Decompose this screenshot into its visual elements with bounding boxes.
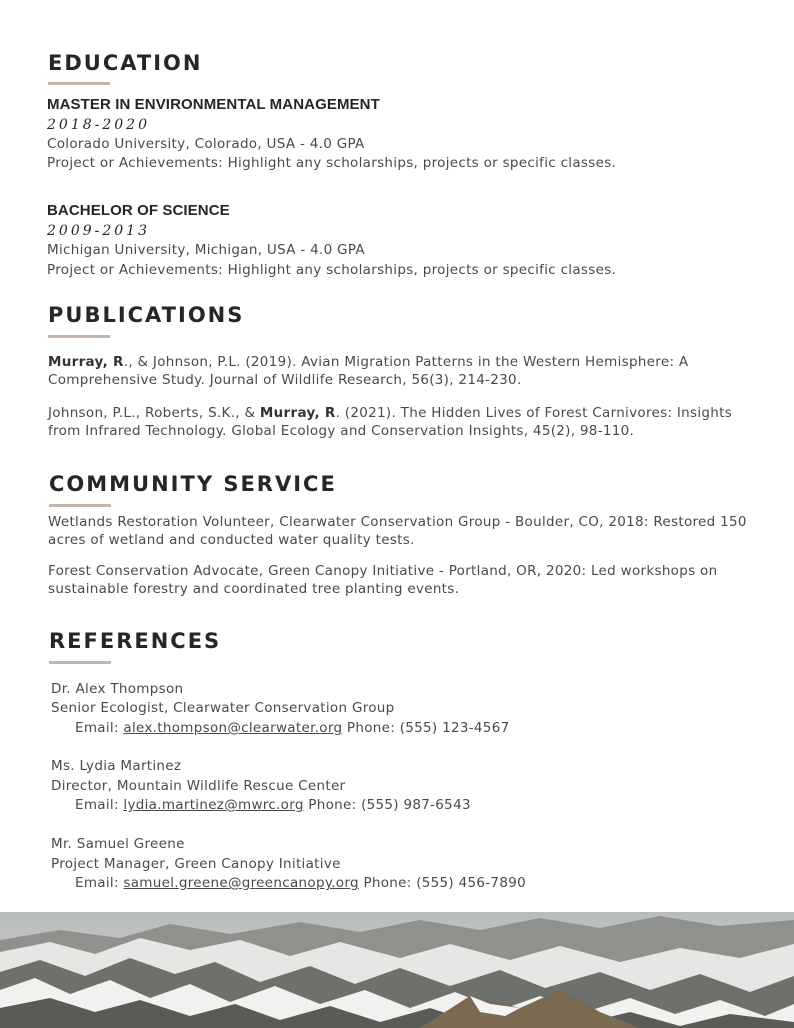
author-name: Murray, R (48, 354, 124, 370)
publications-divider (48, 335, 110, 338)
phone-number: (555) 123-4567 (399, 720, 510, 736)
publications-heading: PUBLICATIONS (48, 303, 245, 327)
reference-role: Project Manager, Green Canopy Initiative (51, 856, 341, 872)
publication-entry: Murray, R., & Johnson, P.L. (2019). Avian Migration Patterns in the Western Hemisphere: A Comprehensive Study. Journal of Wildlife Research, 56(3), 214-230. (48, 354, 689, 388)
reference-name: Ms. Lydia Martinez (51, 758, 182, 774)
degree-years: 2009-2013 (47, 223, 150, 239)
degree-school: Colorado University, Colorado, USA - 4.0 GPA (47, 136, 365, 152)
author-name: Murray, R (259, 405, 336, 421)
references-divider (49, 661, 111, 664)
mountain-photo (0, 912, 794, 1028)
email-link[interactable]: lydia.martinez@mwrc.org (123, 797, 304, 813)
degree-note: Project or Achievements: Highlight any scholarships, projects or specific classes. (47, 155, 617, 171)
degree-school: Michigan University, Michigan, USA - 4.0 GPA (47, 242, 365, 258)
reference-role: Senior Ecologist, Clearwater Conservation Group (51, 700, 395, 716)
publication-entry: Johnson, P.L., Roberts, S.K., & Murray, R. (2021). The Hidden Lives of Forest Carnivores: Insights from Infrared Technology. Global Ecology and Conservation Insights, 45(2), 98-110. (48, 405, 733, 439)
service-entry: Wetlands Restoration Volunteer, Clearwater Conservation Group - Boulder, CO, 2018: Restored 150 acres of wetland and conducted water quality tests. (48, 514, 747, 548)
service-entry: Forest Conservation Advocate, Green Canopy Initiative - Portland, OR, 2020: Led workshops on sustainable forestry and coordinated tree planting events. (48, 563, 718, 597)
degree-years: 2018-2020 (47, 117, 150, 133)
references-heading: REFERENCES (49, 629, 222, 653)
reference-name: Dr. Alex Thompson (51, 681, 184, 697)
mountain-landscape-image (0, 912, 794, 1028)
reference-contact: Email: alex.thompson@clearwater.org Phone: (555) 123-4567 (75, 720, 510, 736)
reference-contact: Email: lydia.martinez@mwrc.org Phone: (555) 987-6543 (75, 797, 471, 813)
education-divider (48, 82, 110, 85)
community-heading: COMMUNITY SERVICE (49, 472, 337, 496)
degree-note: Project or Achievements: Highlight any scholarships, projects or specific classes. (47, 262, 617, 278)
phone-number: (555) 456-7890 (416, 875, 526, 891)
reference-contact: Email: samuel.greene@greencanopy.org Phone: (555) 456-7890 (75, 875, 526, 891)
reference-name: Mr. Samuel Greene (51, 836, 185, 852)
degree-title: MASTER IN ENVIRONMENTAL MANAGEMENT (47, 96, 380, 113)
education-heading: EDUCATION (48, 51, 203, 75)
email-link[interactable]: samuel.greene@greencanopy.org (123, 875, 359, 891)
phone-number: (555) 987-6543 (361, 797, 471, 813)
reference-role: Director, Mountain Wildlife Rescue Center (51, 778, 346, 794)
degree-title: BACHELOR OF SCIENCE (47, 202, 230, 219)
community-divider (49, 504, 111, 507)
email-link[interactable]: alex.thompson@clearwater.org (123, 720, 343, 736)
